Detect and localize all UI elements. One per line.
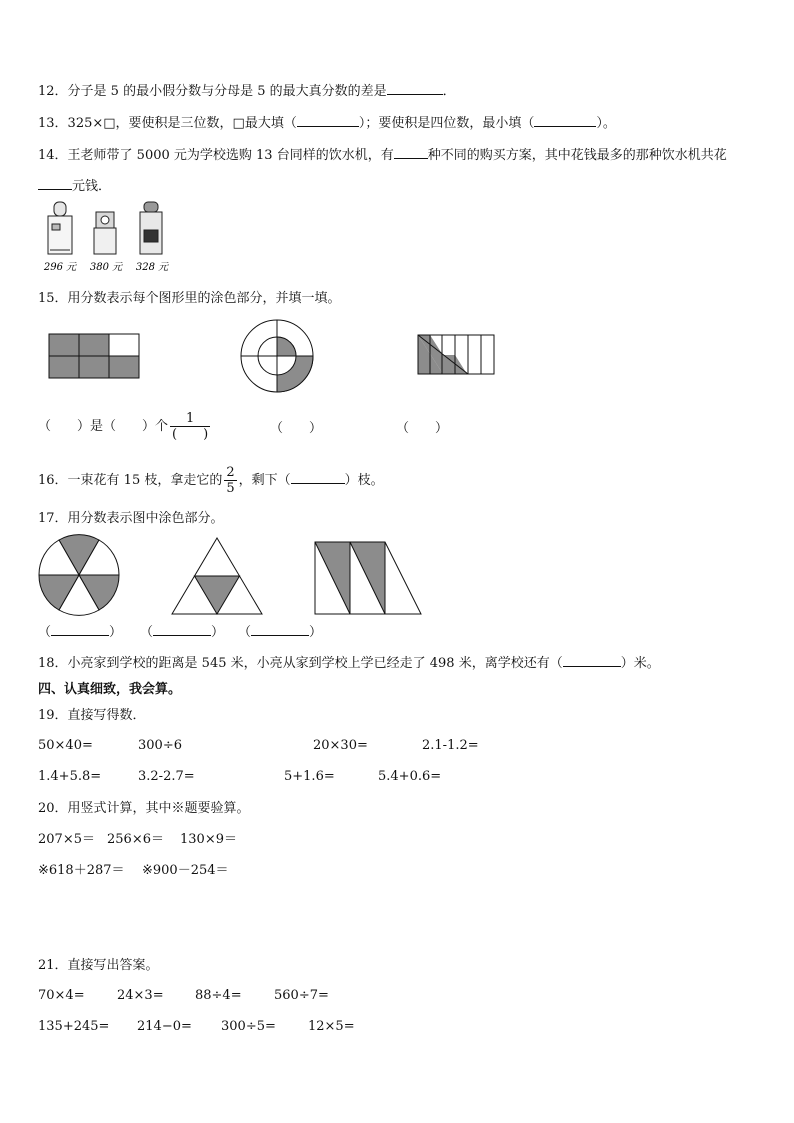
q19-item: 1.4+5.8= (38, 769, 102, 784)
fraction-denominator: 5 (226, 481, 235, 496)
dispenser-1-icon (48, 202, 72, 254)
q20-item: 256×6＝ (107, 832, 164, 847)
q20-item: 130×9＝ (180, 832, 237, 847)
q17-blank-1[interactable] (51, 623, 109, 636)
dispenser-1-price: 296 元 (43, 262, 77, 273)
q21-item: 560÷7= (274, 988, 329, 1003)
q17-circle-figure (37, 533, 121, 617)
question-13 (38, 114, 616, 133)
q13-text-3: ）。 (596, 116, 616, 131)
fraction-numerator: 2 (226, 465, 235, 480)
q17-blank-2[interactable] (153, 623, 211, 636)
q14-blank-cost[interactable] (38, 177, 72, 190)
q19-item: 2.1-1.2= (422, 738, 479, 753)
paren-open: （ (38, 625, 52, 640)
fraction-denominator[interactable]: ( ) (172, 427, 209, 442)
dispenser-2-price: 380 元 (89, 262, 123, 273)
q15-answer-3[interactable]: （ ） (396, 421, 449, 436)
q21-item: 24×3= (117, 988, 164, 1003)
q18-answer-blank[interactable] (563, 654, 621, 667)
q15-unit-fraction (170, 411, 210, 442)
paren-close: ） (109, 625, 123, 640)
question-17-title: 17．用分数表示图中涂色部分。 (38, 511, 224, 526)
q16-text-1: 16．一束花有 15 枝，拿走它的 (38, 473, 223, 488)
dispenser-3-icon (140, 202, 162, 254)
q14-text-3: 元钱． (72, 179, 112, 194)
paren-open: （ (238, 625, 252, 640)
q17-answer-2[interactable] (140, 623, 224, 642)
fraction-numerator: 1 (170, 411, 210, 427)
q13-text-1: 13．325×□，要使积是三位数，□最大填（ (38, 116, 297, 131)
q14-text-2: 种不同的购买方案，其中花钱最多的那种饮水机共花 (427, 148, 727, 163)
question-15-title: 15．用分数表示每个图形里的涂色部分，并填一填。 (38, 291, 341, 306)
q19-item: 50×40= (38, 738, 93, 753)
q19-item: 300÷6 (138, 738, 182, 753)
q17-blank-3[interactable] (251, 623, 309, 636)
question-18 (38, 654, 660, 673)
q12-answer-blank[interactable] (387, 82, 443, 95)
q19-item: 3.2-2.7= (138, 769, 195, 784)
q15-answer-row (38, 409, 212, 445)
q19-item: 5.4+0.6= (378, 769, 442, 784)
q18-text-1: 18．小亮家到学校的距离是 545 米，小亮从家到学校上学已经走了 498 米，离学校还有（ (38, 656, 563, 671)
question-12 (38, 82, 456, 101)
q18-text-2: ）米。 (620, 656, 660, 671)
q17-answer-3[interactable] (238, 623, 322, 642)
q15-answer-2[interactable]: （ ） (270, 421, 323, 436)
q14-blank-plans[interactable] (394, 146, 428, 159)
q20-item: 207×5＝ (38, 832, 95, 847)
q21-item: 70×4= (38, 988, 85, 1003)
q17-answer-1[interactable] (38, 623, 122, 642)
q16-text-2: ，剩下（ (238, 473, 291, 488)
question-14-line-1 (38, 146, 727, 165)
q16-text-3: ）枝。 (344, 473, 384, 488)
q21-item: 300÷5= (221, 1019, 276, 1034)
dispenser-3-price: 328 元 (135, 262, 169, 273)
q20-item: ※900－254＝ (142, 863, 229, 878)
q16-fraction (224, 465, 236, 496)
paren-close: ） (211, 625, 225, 640)
q14-text-1: 14．王老师带了 5000 元为学校选购 13 台同样的饮水机，有 (38, 148, 394, 163)
q21-item: 135+245= (38, 1019, 110, 1034)
q21-item: 12×5= (308, 1019, 355, 1034)
q16-answer-blank[interactable] (291, 471, 345, 484)
water-dispensers-figure (40, 200, 180, 275)
paren-open: （ (140, 625, 154, 640)
q13-blank-max[interactable] (297, 114, 359, 127)
question-19-title: 19．直接写得数． (38, 708, 146, 723)
q15-grid-figure (48, 333, 142, 379)
question-20-title: 20．用竖式计算，其中※题要验算。 (38, 801, 250, 816)
q12-end: ． (442, 84, 456, 99)
q13-text-2: ）；要使积是四位数，最小填（ (358, 116, 535, 131)
q17-parallelogram-figure (311, 541, 425, 617)
q15-answer-1[interactable]: （ ）是（ ）个 (38, 419, 169, 434)
question-16 (38, 463, 384, 499)
q21-item: 88÷4= (195, 988, 242, 1003)
paren-close: ） (309, 625, 323, 640)
q19-item: 20×30= (313, 738, 368, 753)
q15-ring-figure (239, 318, 315, 394)
question-14-line-2 (38, 177, 111, 196)
q19-item: 5+1.6= (284, 769, 335, 784)
section-4-heading: 四、认真细致，我会算。 (38, 682, 182, 697)
q21-item: 214−0= (137, 1019, 192, 1034)
q13-blank-min[interactable] (534, 114, 596, 127)
dispenser-2-icon (94, 212, 116, 254)
q17-triangle-figure (170, 537, 264, 617)
question-21-title: 21．直接写出答案。 (38, 958, 159, 973)
q12-text: 12．分子是 5 的最小假分数与分母是 5 的最大真分数的差是 (38, 84, 387, 99)
q20-item: ※618＋287＝ (38, 863, 125, 878)
q15-strips-figure (417, 334, 497, 376)
